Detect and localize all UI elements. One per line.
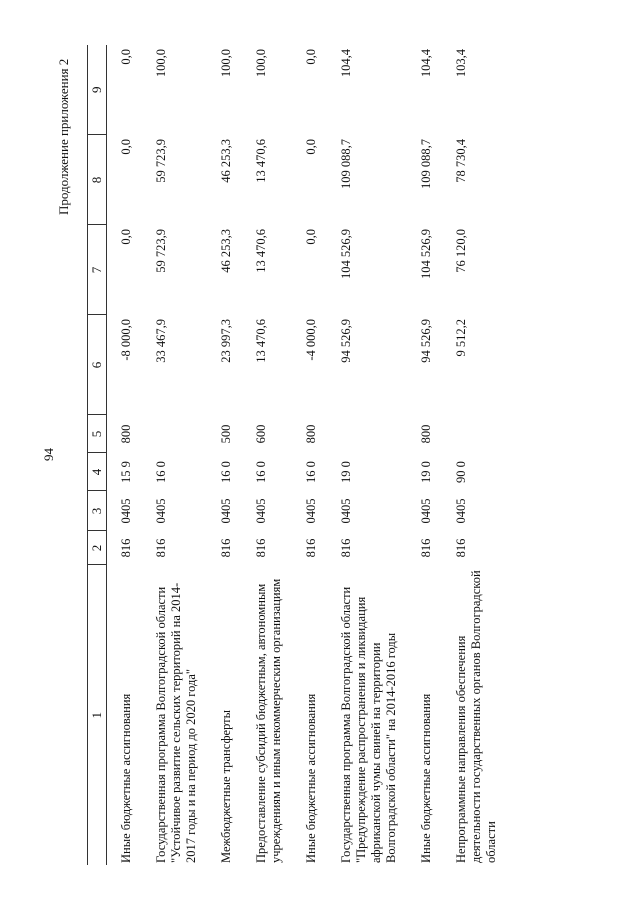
row-name: Иные бюджетные ассигнования	[119, 693, 133, 863]
row-col4: 90 0	[454, 461, 468, 483]
row-col7: 0,0	[119, 229, 133, 245]
row-col6: 94 526,9	[419, 319, 433, 363]
row-name: Непрограммные направления обеспечения деятельности государственных органов Волгоградской области	[454, 570, 498, 863]
row-col8: 13 470,6	[254, 139, 268, 183]
col-header-9: 9	[88, 45, 107, 135]
row-col5: 600	[254, 424, 268, 444]
row-name: Государственная программа Волгоградской области "Предупреждение распространения и ликвидация африканской чумы свиней на территории Волгоградской области" на 2014-2016 годы	[339, 586, 398, 863]
row-col2: 816	[219, 538, 233, 558]
budget-table	[87, 45, 507, 865]
row-col7: 46 253,3	[219, 229, 233, 273]
row-col7: 76 120,0	[454, 229, 468, 273]
row-col3: 0405	[454, 498, 468, 524]
row-col9: 0,0	[119, 49, 133, 65]
row-col8: 46 253,3	[219, 139, 233, 183]
row-col9: 100,0	[154, 49, 168, 78]
row-col9: 100,0	[219, 49, 233, 78]
row-col2: 816	[119, 538, 133, 558]
table-row	[407, 45, 442, 865]
header-row	[88, 45, 107, 865]
row-col3: 0405	[419, 498, 433, 524]
row-col3: 0405	[119, 498, 133, 524]
row-col4: 16 0	[154, 461, 168, 483]
row-col6: 23 997,3	[219, 319, 233, 363]
row-col5	[142, 415, 207, 453]
table-row	[142, 45, 207, 865]
col-header-6: 6	[88, 315, 107, 415]
row-col4: 15 9	[119, 461, 133, 483]
row-col9: 104,4	[339, 49, 353, 78]
row-col8: 109 088,7	[419, 139, 433, 189]
row-col7: 59 723,9	[154, 229, 168, 273]
row-col4: 16 0	[304, 461, 318, 483]
row-col7: 104 526,9	[419, 229, 433, 279]
table-row	[442, 45, 507, 865]
row-name: Государственная программа Волгоградской области "Устойчивое развитие сельских территорий на 2014-2017 годы и на период до 2020 года"	[154, 582, 198, 863]
row-col6: 94 526,9	[339, 319, 353, 363]
row-col8: 59 723,9	[154, 139, 168, 183]
row-name: Межбюджетные трансферты	[219, 709, 233, 863]
col-header-1: 1	[88, 565, 107, 865]
row-col4: 16 0	[219, 461, 233, 483]
table-row	[242, 45, 292, 865]
row-col6: 9 512,2	[454, 319, 468, 357]
row-col5: 800	[119, 424, 133, 444]
row-col8: 0,0	[119, 139, 133, 155]
row-col3: 0405	[304, 498, 318, 524]
col-header-2: 2	[88, 531, 107, 565]
col-header-3: 3	[88, 491, 107, 531]
col-header-7: 7	[88, 225, 107, 315]
row-col2: 816	[454, 538, 468, 558]
table-row	[292, 45, 327, 865]
row-col5	[442, 415, 507, 453]
row-col5	[327, 415, 407, 453]
row-col8: 78 730,4	[454, 139, 468, 183]
row-col3: 0405	[254, 498, 268, 524]
row-col7: 104 526,9	[339, 229, 353, 279]
row-col5: 800	[419, 424, 433, 444]
table-row	[207, 45, 242, 865]
row-col2: 816	[339, 538, 353, 558]
row-col5: 800	[304, 424, 318, 444]
row-col2: 816	[419, 538, 433, 558]
row-name: Предоставление субсидий бюджетным, автономным учреждениям и иным некоммерческим организациям	[254, 578, 283, 863]
row-name: Иные бюджетные ассигнования	[419, 693, 433, 863]
row-col2: 816	[154, 538, 168, 558]
row-col7: 13 470,6	[254, 229, 268, 273]
row-col4: 19 0	[339, 461, 353, 483]
row-col6: -8 000,0	[119, 319, 133, 361]
row-col2: 816	[254, 538, 268, 558]
row-col8: 109 088,7	[339, 139, 353, 189]
table-row	[107, 45, 143, 865]
row-col3: 0405	[154, 498, 168, 524]
appendix-label: Продолжение приложения 2	[56, 58, 71, 215]
row-col4: 19 0	[419, 461, 433, 483]
row-col6: 33 467,9	[154, 319, 168, 363]
page-number: 94	[41, 448, 56, 461]
row-col3: 0405	[339, 498, 353, 524]
row-name: Иные бюджетные ассигнования	[304, 693, 318, 863]
row-col8: 0,0	[304, 139, 318, 155]
table-row	[327, 45, 407, 865]
row-col5: 500	[219, 424, 233, 444]
row-col9: 100,0	[254, 49, 268, 78]
row-col7: 0,0	[304, 229, 318, 245]
col-header-8: 8	[88, 135, 107, 225]
row-col6: 13 470,6	[254, 319, 268, 363]
row-col6: -4 000,0	[304, 319, 318, 361]
col-header-4: 4	[88, 453, 107, 491]
row-col9: 0,0	[304, 49, 318, 65]
row-col4: 16 0	[254, 461, 268, 483]
col-header-5: 5	[88, 415, 107, 453]
row-col9: 103,4	[454, 49, 468, 78]
row-col9: 104,4	[419, 49, 433, 78]
row-col3: 0405	[219, 498, 233, 524]
row-col2: 816	[304, 538, 318, 558]
